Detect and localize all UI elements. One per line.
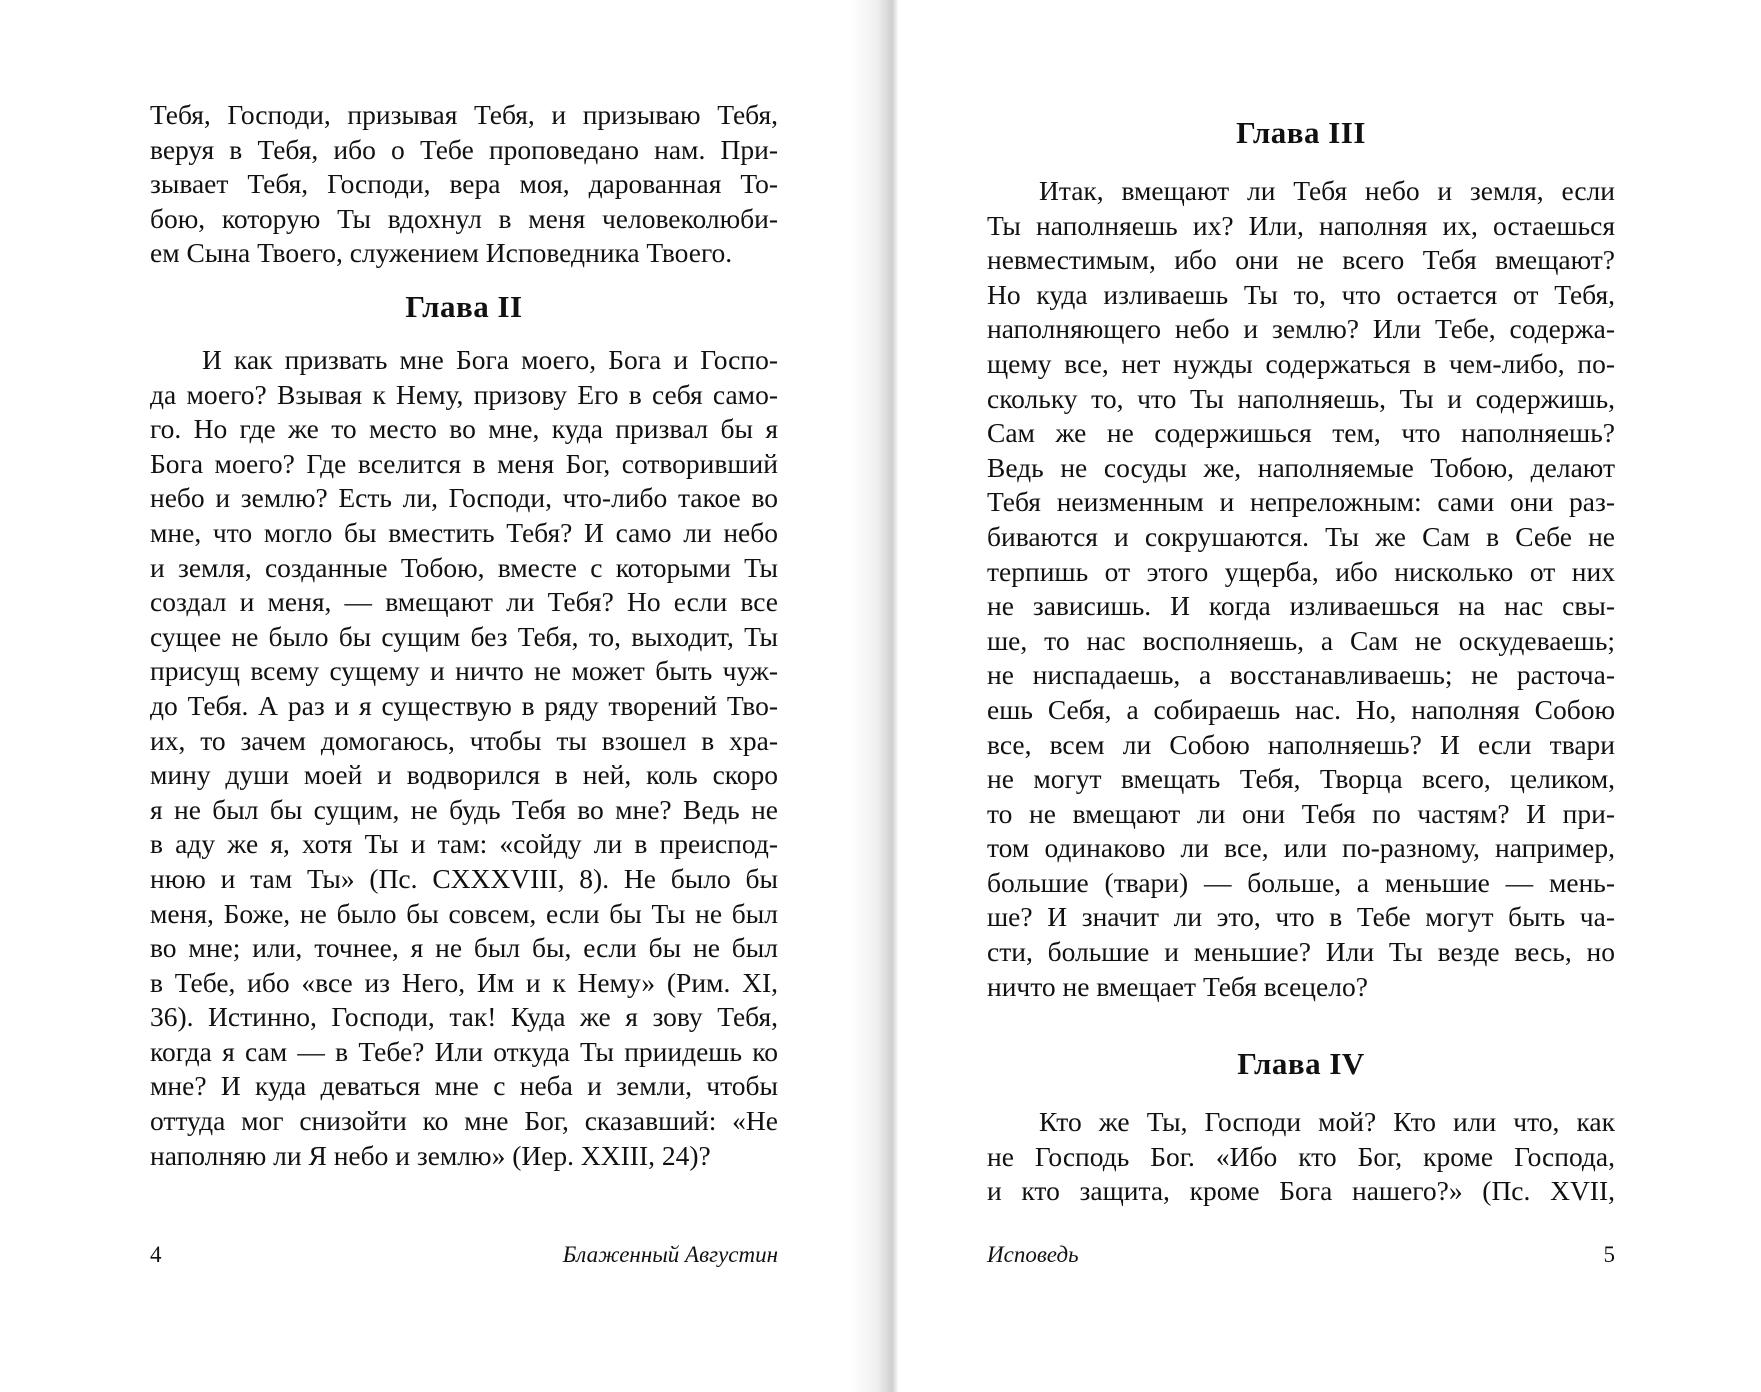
text-line: присущ всему сущему и ничто не может быть чуж- (150, 655, 778, 687)
chapter-3-heading: Глава III (1236, 115, 1366, 150)
text-line: бою, которую Ты вдохнул в меня человеколюби- (150, 202, 778, 234)
text-line: наполняющего небо и землю? Или Тебе, содержа- (987, 313, 1615, 345)
text-line: Итак, вмещают ли Тебя небо и земля, если (1039, 175, 1615, 206)
chapter-2-paragraph (150, 343, 778, 1173)
text-line: сти, большие и меньшие? Или Ты везде весь, но (987, 936, 1615, 968)
text-line: том одинаково ли все, или по-разному, например, (987, 832, 1615, 864)
text-line: Сам же не содержишься тем, что наполняешь? (987, 417, 1615, 449)
text-line: не Господь Бог. «Ибо кто Бог, кроме Господа, (987, 1140, 1615, 1172)
text-line: в аду же я, хотя Ты и там: «сойду ли в преиспод- (150, 828, 778, 860)
text-line: И как призвать мне Бога моего, Бога и Госпо- (202, 344, 778, 375)
text-line: сущее не было бы сущим без Тебя, то, выходит, Ты (150, 620, 778, 652)
text-line: Тебя, Господи, призывая Тебя, и призываю Тебя, (150, 99, 778, 130)
text-line: и кто защита, кроме Бога нашего?» (Пс. XVII, (987, 1175, 1615, 1207)
left-page-footer (150, 1240, 778, 1270)
chapter-4-heading: Глава IV (1237, 1046, 1365, 1081)
text-line: Но куда изливаешь Ты то, что остается от Тебя, (987, 278, 1615, 310)
text-line: мину души моей и водворился в ней, коль скоро (150, 759, 778, 791)
text-line: не зависишь. И когда изливаешься на нас свы- (987, 590, 1615, 622)
chapter-3-paragraph (987, 174, 1615, 1004)
page-number: 4 (150, 1242, 162, 1267)
chapter-3-heading-block (987, 114, 1615, 152)
text-line: биваются и сокрушаются. Ты же Сам в Себе не (987, 520, 1615, 552)
text-line: их, то зачем домогаюсь, чтобы ты взошел в хра- (150, 724, 778, 756)
text-line: скольку то, что Ты наполняешь, Ты и содержишь, (987, 382, 1615, 414)
chapter-4-heading-block (987, 1045, 1615, 1083)
chapter-4-paragraph (987, 1105, 1615, 1209)
text-line: я не был бы сущим, не будь Тебя во мне? Ведь не (150, 793, 778, 825)
chapter-2-heading: Глава II (405, 289, 523, 324)
text-line: мне? И куда деваться мне с неба и земли, чтобы (150, 1070, 778, 1102)
text-line: ше? И значит ли это, что в Тебе могут быть ча- (987, 901, 1615, 933)
text-line: меня, Боже, не было бы совсем, если бы Ты не был (150, 897, 778, 929)
text-line: до Тебя. А раз и я существую в ряду творений Тво- (150, 689, 778, 721)
text-line: мне, что могло бы вместить Тебя? И само ли небо (150, 516, 778, 548)
text-line: наполняю ли Я небо и землю» (Иер. XXIII, 24)? (150, 1139, 711, 1171)
right-page-footer (987, 1240, 1615, 1270)
text-line: не могут вмещать Тебя, Творца всего, целиком, (987, 763, 1615, 795)
text-line: зывает Тебя, Господи, вера моя, дарованная То- (150, 168, 778, 200)
text-line: ше, то нас восполняешь, а Сам не оскудеваешь; (987, 624, 1615, 656)
text-line: веруя в Тебя, ибо о Тебе проповедано нам. При- (150, 133, 778, 165)
text-line: оттуда мог снизойти ко мне Бог, сказавший: «Не (150, 1105, 778, 1137)
left-continuation-paragraph (150, 98, 778, 271)
text-line: когда я сам — в Тебе? Или откуда Ты приидешь ко (150, 1035, 778, 1067)
text-line: создал и меня, — вмещают ли Тебя? Но если все (150, 586, 778, 618)
text-line: во мне; или, точнее, я не был бы, если бы не был (150, 932, 778, 964)
text-line: невместимым, ибо они не всего Тебя вмещают? (987, 244, 1615, 276)
right-page (880, 0, 1761, 1392)
text-line: и земля, созданные Тобою, вместе с которыми Ты (150, 551, 778, 583)
page-number: 5 (1603, 1242, 1615, 1267)
text-line: щему все, нет нужды содержаться в чем-либо, по- (987, 347, 1615, 379)
text-line: Ведь не сосуды же, наполняемые Тобою, делают (987, 451, 1615, 483)
chapter-2-heading-block (150, 288, 778, 326)
text-line: терпишь от этого ущерба, ибо нисколько от них (987, 555, 1615, 587)
text-line: небо и землю? Есть ли, Господи, что-либо такое во (150, 482, 778, 514)
text-line: не ниспадаешь, а восстанавливаешь; не расточа- (987, 659, 1615, 691)
text-line: большие (твари) — больше, а меньшие — мень- (987, 866, 1615, 898)
text-line: нюю и там Ты» (Пс. CXXXVIII, 8). Не было бы (150, 862, 778, 894)
text-line: ничто не вмещает Тебя всецело? (987, 970, 1368, 1002)
left-page (0, 0, 880, 1392)
text-line: Кто же Ты, Господи мой? Кто или что, как (1039, 1106, 1615, 1137)
text-line: ем Сына Твоего, служением Исповедника Твоего. (150, 237, 733, 269)
text-line: то не вмещают ли они Тебя по частям? И при- (987, 797, 1615, 829)
running-title-author: Блаженный Августин (562, 1242, 778, 1267)
text-line: Тебя неизменным и непреложным: сами они раз- (987, 486, 1615, 518)
text-line: да моего? Взывая к Нему, призову Его в себя само- (150, 378, 778, 410)
text-line: Ты наполняешь их? Или, наполняя их, остаешься (987, 209, 1615, 241)
text-line: 36). Истинно, Господи, так! Куда же я зову Тебя, (150, 1001, 778, 1033)
text-line: го. Но где же то место во мне, куда призвал бы я (150, 413, 778, 445)
text-line: ешь Себя, а собираешь нас. Но, наполняя Собою (987, 693, 1615, 725)
text-line: все, всем ли Собою наполняешь? И если твари (987, 728, 1615, 760)
text-line: Бога моего? Где вселится в меня Бог, сотворивший (150, 447, 778, 479)
text-line: в Тебе, ибо «все из Него, Им и к Нему» (Рим. XI, (150, 966, 778, 998)
running-title-book: Исповедь (987, 1242, 1079, 1267)
